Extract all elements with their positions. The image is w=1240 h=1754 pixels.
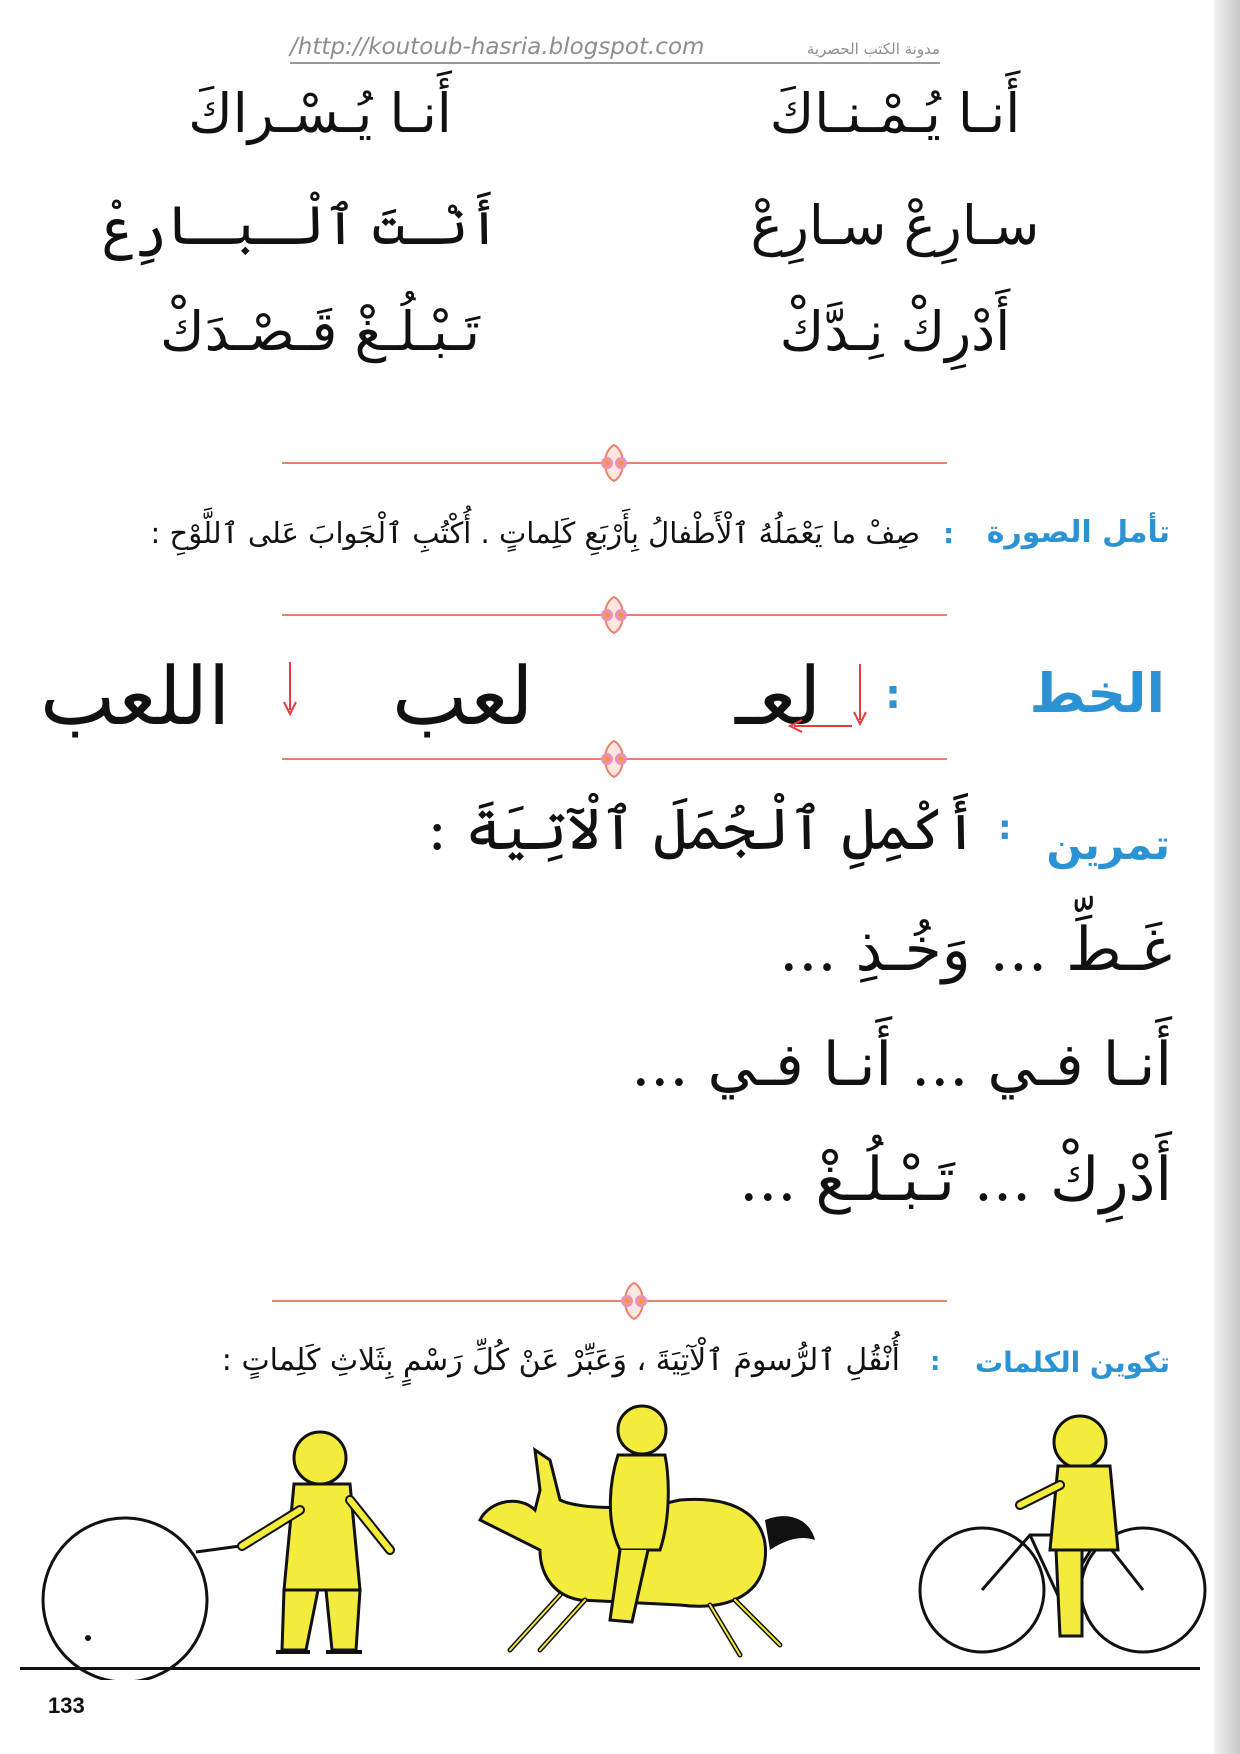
composition-text: أُنْقُلِ ٱلرُّسومَ ٱلْآتِيَةَ ، وَعَبِّرْ عَنْ كُلِّ رَسْمٍ بِثَلاثِ كَلِماتٍ : bbox=[221, 1343, 900, 1378]
stroke-direction-arrow-icon bbox=[280, 660, 300, 720]
exercise-item-1: غَـطِّ ... وَخُـذِ ... bbox=[779, 915, 1172, 985]
exercise-item-2: أَنـا فـي ... أَنـا فـي ... bbox=[631, 1030, 1172, 1100]
child-rolling-hoop-figure bbox=[43, 1432, 390, 1680]
separator-ornament-icon bbox=[592, 595, 636, 635]
separator-ornament-icon bbox=[592, 739, 636, 779]
poem-line-3-left: تَـبْـلُـغْ قَـصْـدَكْ bbox=[160, 300, 480, 363]
handwriting-word-2: لعب bbox=[392, 650, 534, 743]
handwriting-word-1: لعـ bbox=[735, 650, 822, 743]
poem-line-2-left: أَنْـتَ ٱلْـبـارِعْ bbox=[103, 194, 500, 257]
separator-ornament-icon bbox=[612, 1281, 656, 1321]
child-riding-donkey-figure bbox=[480, 1406, 815, 1655]
picture-task-label: تأمل الصورة bbox=[986, 515, 1170, 550]
picture-task-text: صِفْ ما يَعْمَلُهُ ٱلْأَطْفالُ بِأَرْبَعِ كَلِماتٍ . أُكْتُبِ ٱلْجَوابَ عَلى ٱللَّوْحِ : bbox=[150, 516, 920, 550]
watermark-blog-name: مدونة الكتب الحصرية bbox=[806, 40, 940, 58]
poem-line-1-right: أَنـا يُـمْـنـاكَ bbox=[769, 82, 1021, 145]
child-riding-bicycle-figure bbox=[920, 1416, 1205, 1652]
handwriting-label: الخط bbox=[1029, 662, 1165, 725]
stroke-direction-arrows-icon bbox=[780, 660, 880, 735]
exercise-instruction: أَكْمِلِ ٱلْجُمَلَ ٱلْآتِيَةَ : bbox=[427, 795, 978, 863]
children-illustration bbox=[20, 1400, 1220, 1680]
handwriting-word-3: اللعب bbox=[40, 650, 231, 743]
label-colon: : bbox=[885, 672, 901, 718]
exercise-item-3: أَدْرِكْ ... تَـبْـلُـغْ ... bbox=[739, 1145, 1172, 1215]
exercise-label: تمرين bbox=[1046, 820, 1170, 869]
ground-line bbox=[20, 1667, 1200, 1670]
separator-line bbox=[272, 1300, 947, 1302]
blog-watermark[interactable] bbox=[290, 34, 940, 64]
composition-label: تكوين الكلمات bbox=[974, 1346, 1170, 1379]
label-colon: : bbox=[930, 1347, 941, 1377]
poem-line-3-right: أَدْرِكْ نِـدَّكْ bbox=[779, 300, 1011, 363]
page-number: 133 bbox=[48, 1693, 85, 1718]
poem-line-1-left: أَنـا يُـسْـراكَ bbox=[188, 82, 452, 145]
watermark-url[interactable]: /http://koutoub-hasria.blogspot.com bbox=[290, 34, 705, 60]
separator-ornament-icon bbox=[592, 443, 636, 483]
poem-line-2-right: سـارِعْ سـارِعْ bbox=[750, 194, 1040, 257]
label-colon: : bbox=[943, 517, 955, 550]
label-colon: : bbox=[998, 808, 1012, 848]
